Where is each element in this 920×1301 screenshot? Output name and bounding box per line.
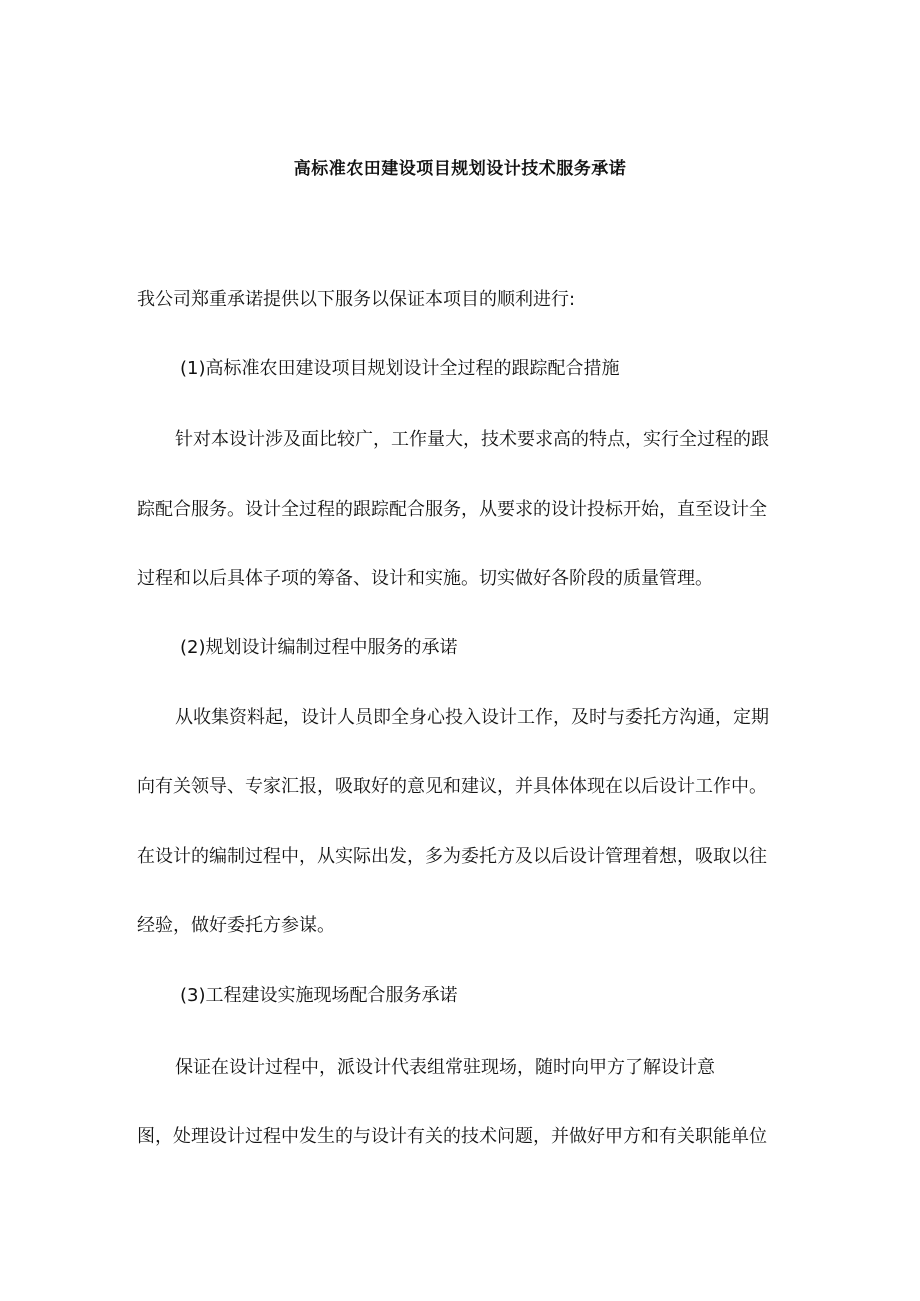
section-2-heading: (2)规划设计编制过程中服务的承诺 [180, 637, 458, 658]
section-3-line-2: 图，处理设计过程中发生的与设计有关的技术问题，并做好甲方和有关职能单位 [137, 1126, 767, 1147]
section-1-line-2: 踪配合服务。设计全过程的跟踪配合服务，从要求的设计投标开始，直至设计全 [137, 499, 767, 520]
section-2-line-3: 在设计的编制过程中，从实际出发，多为委托方及以后设计管理着想，吸取以往 [137, 846, 767, 867]
section-2-line-1: 从收集资料起，设计人员即全身心投入设计工作，及时与委托方沟通，定期 [175, 707, 769, 728]
section-3-heading: (3)工程建设实施现场配合服务承诺 [180, 985, 458, 1006]
section-1-line-3: 过程和以后具体子项的筹备、设计和实施。切实做好各阶段的质量管理。 [137, 568, 713, 589]
document-title: 高标准农田建设项目规划设计技术服务承诺 [293, 159, 627, 179]
section-2-line-2: 向有关领导、专家汇报，吸取好的意见和建议，并具体体现在以后设计工作中。 [137, 776, 767, 797]
section-3-line-1: 保证在设计过程中，派设计代表组常驻现场，随时向甲方了解设计意 [175, 1057, 715, 1078]
intro-paragraph: 我公司郑重承诺提供以下服务以保证本项目的顺利进行: [137, 289, 576, 310]
section-1-heading: (1)高标准农田建设项目规划设计全过程的跟踪配合措施 [180, 358, 620, 379]
section-2-line-4: 经验，做好委托方参谋。 [137, 915, 335, 936]
section-1-line-1: 针对本设计涉及面比较广，工作量大，技术要求高的特点，实行全过程的跟 [175, 429, 769, 450]
